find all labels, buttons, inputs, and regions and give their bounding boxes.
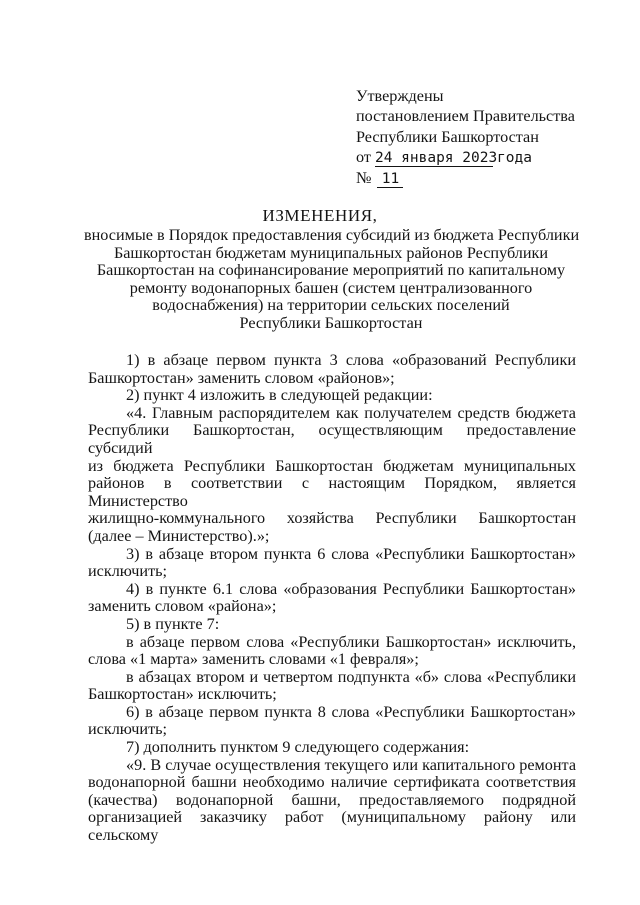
paragraph-line: 6) в абзаце первом пункта 8 слова «Республики Башкортостан»: [126, 702, 576, 721]
paragraph-line: (качества) водонапорной башни, предоставляемого подрядной: [88, 790, 576, 809]
paragraph-7: [88, 634, 576, 669]
document-body: [88, 352, 576, 845]
paragraph-line: 4) в пункте 6.1 слова «образования Республики Башкортостан»: [126, 579, 576, 598]
approval-line-1: Утверждены: [356, 87, 444, 105]
approval-number-prefix: №: [356, 169, 372, 188]
paragraph-line: (далее – Министерство).»;: [88, 526, 270, 545]
paragraph-line: водонапорной башни необходимо наличие сертификата соответствия: [88, 773, 576, 792]
paragraph-line: «4. Главным распорядителем как получателем средств бюджета: [126, 403, 576, 422]
paragraph-2: [88, 387, 576, 405]
approval-date-value: 24 января 2023: [374, 149, 498, 166]
paragraph-line: организацией заказчику работ (муниципальному району или сельскому: [88, 808, 576, 845]
paragraph-10: [88, 739, 576, 757]
paragraph-line: жилищно-коммунального хозяйства Республики Башкортостан: [88, 509, 576, 528]
subtitle-line: Республики Башкортостан: [239, 313, 423, 332]
paragraph-line: 2) пункт 4 изложить в следующей редакции:: [126, 386, 433, 405]
paragraph-line: Башкортостан» исключить;: [88, 685, 277, 704]
paragraph-1: [88, 352, 576, 387]
paragraph-line: «9. В случае осуществления текущего или капитального ремонта: [126, 755, 576, 774]
paragraph-line: исключить;: [88, 720, 168, 739]
paragraph-line: 5) в пункте 7:: [126, 614, 220, 633]
approval-line-2: постановлением Правительства: [356, 107, 575, 126]
subtitle-line: водоснабжения) на территории сельских поселений: [152, 296, 510, 315]
paragraph-line: 1) в абзаце первом пункта 3 слова «образований Республики: [126, 351, 576, 369]
paragraph-3: [88, 405, 576, 546]
approval-block: [356, 86, 575, 188]
subtitle-line: Башкортостан на софинансирование мероприятий по капитальному: [96, 261, 566, 280]
approval-line-3: Республики Башкортостан: [356, 127, 539, 146]
paragraph-4: [88, 546, 576, 581]
approval-number-value: 11: [377, 172, 403, 188]
paragraph-line: слова «1 марта» заменить словами «1 февраля»;: [88, 650, 419, 669]
approval-date-prefix: от: [356, 147, 371, 166]
paragraph-line: районов в соответствии с настоящим Порядком, является Министерство: [88, 474, 576, 510]
paragraph-line: исключить;: [88, 562, 168, 581]
approval-date-line: [356, 147, 575, 168]
subtitle-line: ремонту водонапорных башен (систем централизованного: [129, 278, 533, 297]
paragraph-line: из бюджета Республики Башкортостан бюджетам муниципальных: [88, 456, 576, 475]
paragraph-11: [88, 757, 576, 845]
paragraph-line: в абзаце первом слова «Республики Башкортостан» исключить,: [126, 632, 576, 651]
document-subtitle: [84, 227, 578, 333]
subtitle-line: Башкортостан бюджетам муниципальных районов Республики: [113, 243, 549, 262]
paragraph-8: [88, 669, 576, 704]
paragraph-line: 7) дополнить пунктом 9 следующего содержания:: [126, 738, 470, 757]
subtitle-line: вносимые в Порядок предоставления субсидий из бюджета Республики: [84, 226, 580, 244]
paragraph-line: Республики Башкортостан, осуществляющим предоставление субсидий: [88, 421, 576, 457]
document-title: ИЗМЕНЕНИЯ,: [262, 206, 378, 225]
paragraph-9: [88, 704, 576, 739]
paragraph-line: 3) в абзаце втором пункта 6 слова «Республики Башкортостан»: [126, 544, 576, 563]
approval-date-suffix: года: [497, 149, 532, 166]
paragraph-6: [88, 616, 576, 634]
paragraph-line: Башкортостан» заменить словом «районов»;: [88, 368, 395, 387]
paragraph-line: заменить словом «района»;: [88, 597, 277, 616]
paragraph-5: [88, 581, 576, 616]
approval-number-line: [356, 168, 575, 188]
paragraph-line: в абзацах втором и четвертом подпункта «б» слова «Республики: [126, 667, 576, 686]
